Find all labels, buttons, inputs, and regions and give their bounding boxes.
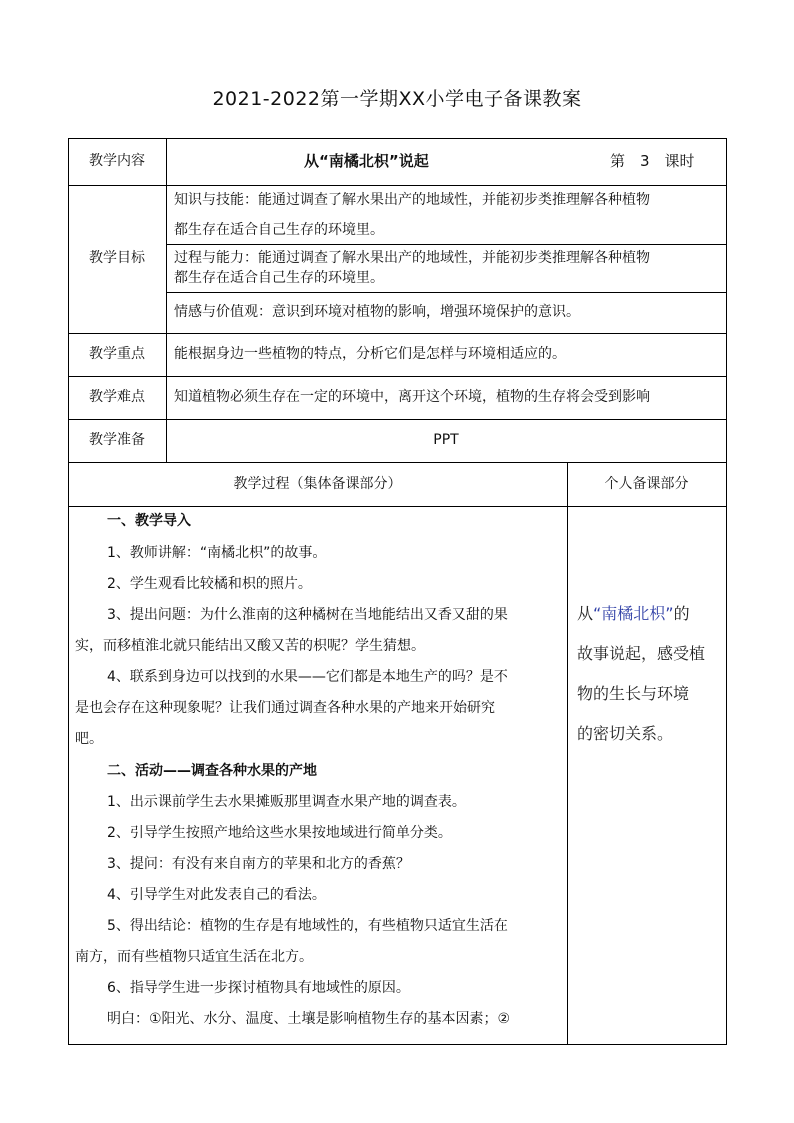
difficulty-text: 知道植物必须生存在一定的环境中，离开这个环境，植物的生存将会受到影响 (174, 389, 650, 405)
content-label: 教学内容 (89, 153, 145, 169)
list-item: 2、引导学生按照产地给这些水果按地域进行简单分类。 (107, 825, 452, 841)
goal-process-line1: 过程与能力：能通过调查了解水果出产的地域性，并能初步类推理解各种植物 (174, 250, 650, 266)
personal-note-line: 从“南橘北枳”的 (577, 604, 690, 623)
key-point-label: 教学重点 (89, 346, 145, 362)
list-item: 5、得出结论：植物的生存是有地域性的，有些植物只适宜生活在 (107, 918, 508, 934)
section-2-title: 二、活动——调查各种水果的产地 (107, 763, 317, 779)
list-item: 2、学生观看比较橘和枳的照片。 (107, 576, 312, 592)
goal-knowledge-line2: 都生存在适合自己生存的环境里。 (174, 222, 384, 238)
list-item: 4、联系到身边可以找到的水果——它们都是本地生产的吗？是不 (107, 669, 508, 685)
list-item-cont: 是也会存在这种现象呢？让我们通过调查各种水果的产地来开始研究 (75, 700, 495, 716)
list-item: 明白：①阳光、水分、温度、土壤是影响植物生存的基本因素；② (107, 1011, 511, 1027)
section-1-title: 一、教学导入 (107, 513, 191, 529)
prep-label: 教学准备 (89, 432, 145, 448)
goal-process-line2: 都生存在适合自己生存的环境里。 (174, 270, 384, 286)
personal-note-line: 物的生长与环境 (577, 684, 690, 703)
list-item: 4、引导学生对此发表自己的看法。 (107, 887, 326, 903)
difficulty-label: 教学难点 (89, 389, 145, 405)
goals-label: 教学目标 (89, 250, 145, 266)
list-item: 6、指导学生进一步探讨植物具有地域性的原因。 (107, 980, 410, 996)
list-item-cont: 吧。 (75, 731, 103, 747)
key-point-text: 能根据身边一些植物的特点，分析它们是怎样与环境相适应的。 (174, 346, 566, 362)
lesson-number: 第 3 课时 (610, 152, 695, 170)
personal-note-line: 故事说起，感受植 (577, 644, 706, 663)
personal-notes (577, 594, 727, 754)
prep-text: PPT (433, 432, 459, 448)
list-item: 1、教师讲解：“南橘北枳”的故事。 (107, 545, 327, 561)
list-item-cont: 南方，而有些植物只适宜生活在北方。 (75, 949, 313, 965)
goal-knowledge-line1: 知识与技能：能通过调查了解水果出产的地域性，并能初步类推理解各种植物 (174, 192, 650, 208)
list-item: 3、提出问题：为什么淮南的这种橘树在当地能结出又香又甜的果 (107, 607, 508, 623)
list-item-cont: 实，而移植淮北就只能结出又酸又苦的枳呢？学生猜想。 (75, 638, 425, 654)
personal-note-line: 的密切关系。 (577, 724, 674, 743)
list-item: 1、出示课前学生去水果摊贩那里调查水果产地的调查表。 (107, 794, 466, 810)
goal-emotion: 情感与价值观：意识到环境对植物的影响，增强环境保护的意识。 (174, 304, 580, 320)
list-item: 3、提问：有没有来自南方的苹果和北方的香蕉？ (107, 856, 410, 872)
process-header: 教学过程（集体备课部分） (233, 476, 402, 492)
lesson-title: 从“南橘北枳”说起 (304, 152, 429, 170)
personal-header: 个人备课部分 (604, 476, 689, 492)
document-title: 2021-2022第一学期XX小学电子备课教案 (212, 88, 582, 110)
